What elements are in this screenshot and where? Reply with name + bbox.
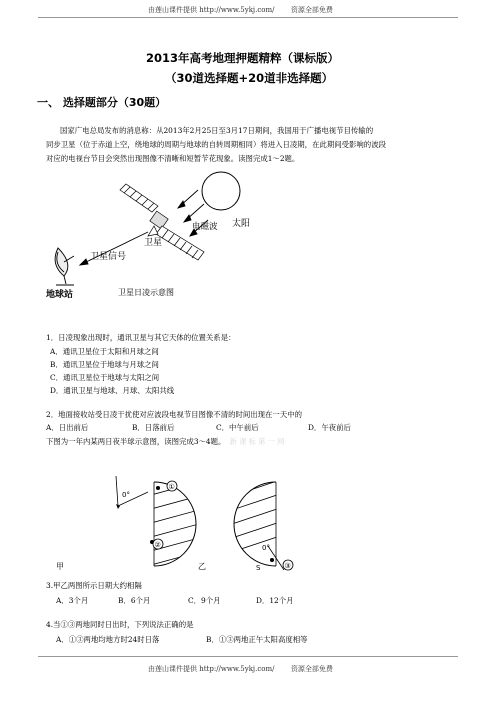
q1-option-c: C．通讯卫星位于地球与太阳之间 (50, 373, 160, 382)
marker-2 (153, 539, 163, 549)
marker-3 (283, 560, 293, 570)
q4-option-b: B．①③两地正午太阳高度相等 (206, 635, 308, 644)
sun-label: 太阳 (232, 219, 251, 229)
q2-option-b: B．日落前后 (132, 423, 175, 432)
jia-label: 甲 (56, 562, 64, 571)
q1-stem: 1．日凌现象出现时，通讯卫星与其它天体的位置关系是： (46, 333, 236, 342)
svg-text:②: ② (154, 541, 161, 549)
figure1-caption: 卫星日凌示意图 (118, 288, 174, 297)
q4-option-a: A．①③两地均地方时24时日落 (56, 635, 160, 644)
svg-text:③: ③ (284, 562, 291, 570)
q2-option-d: D．午夜前后 (308, 423, 351, 432)
diagram-yi (226, 478, 293, 572)
intro2-watermark: 新 课 标 第 一 网 (229, 437, 285, 446)
yi-degree: 0° (262, 544, 270, 552)
q3-stem: 3.甲乙两图所示日期大约相隔 (46, 581, 142, 590)
station-label: 地球站 (46, 290, 74, 300)
page-header (148, 5, 333, 15)
marker-1 (167, 481, 177, 491)
night-hemisphere-figure (56, 462, 316, 572)
q3-option-a: A．3个月 (56, 596, 89, 605)
diagram-jia (96, 476, 206, 572)
satellite-outage-figure (44, 168, 260, 304)
doc-subtitle: （30道选择题+20道非选择题） (165, 71, 334, 85)
q2-stem: 2．地面接收站受日凌干扰使对应波段电视节目图像不清的时间出现在一天中的 (46, 410, 302, 419)
footer-source: 由莲山课件提供 http://www.5ykj.com/ (148, 665, 275, 673)
q1-option-b: B．通讯卫星位于地球与月球之间 (50, 360, 159, 369)
doc-title: 2013年高考地理押题精粹（课标版） (146, 51, 340, 65)
header-tagline: 资源全部免费 (290, 6, 333, 14)
sun-icon (202, 172, 240, 210)
yi-s-label: S (256, 564, 261, 572)
footer-rule (38, 656, 458, 657)
q1-option-a: A．通讯卫星位于太阳和月球之间 (50, 347, 159, 356)
ground-dish-icon (55, 248, 74, 285)
q4-stem: 4.当①③两地同时日出时，下列说法正确的是 (46, 620, 194, 629)
satellite-label: 卫星 (144, 238, 163, 248)
intro-line-1: 国家广电总局发布的消息称：从2013年2月25日至3月17日期间，我国用于广播电视节目传输的 (60, 126, 374, 135)
q3-option-d: D．12个月 (256, 596, 294, 605)
intro2-text: 下图为一年内某两日夜半球示意图，读图完成3～4题。 (46, 437, 226, 446)
q3-option-b: B．6个月 (118, 596, 151, 605)
intro-line-2: 同步卫星（位于赤道上空，绕地球的周期与地球的自转周期相同）将进入日凌期，在此期间受影响的波段 (46, 140, 386, 149)
signal-label: 卫星信号 (90, 252, 127, 262)
page-footer (148, 664, 333, 674)
section-heading: 一、 选择题部分（30题） (37, 96, 167, 109)
intro-line-3: 对应的电视台节目会突然出现图像不清晰和短暂苄花现象。读图完成1～2题。 (46, 154, 300, 163)
q2-option-a: A．日出前后 (46, 423, 89, 432)
intro2 (46, 436, 284, 447)
header-rule (38, 17, 458, 18)
svg-text:①: ① (168, 483, 175, 491)
header-source: 由莲山课件提供 http://www.5ykj.com/ (148, 6, 275, 14)
q2-option-c: C．中午前后 (216, 423, 259, 432)
wave-label: 电磁波 (192, 222, 218, 232)
q1-option-d: D．通讯卫星与地球、月球、太阳共线 (50, 386, 175, 395)
yi-label: 乙 (198, 562, 206, 571)
q3-option-c: C．9个月 (188, 596, 221, 605)
jia-degree: 0° (122, 491, 130, 499)
footer-tagline: 资源全部免费 (290, 665, 333, 673)
